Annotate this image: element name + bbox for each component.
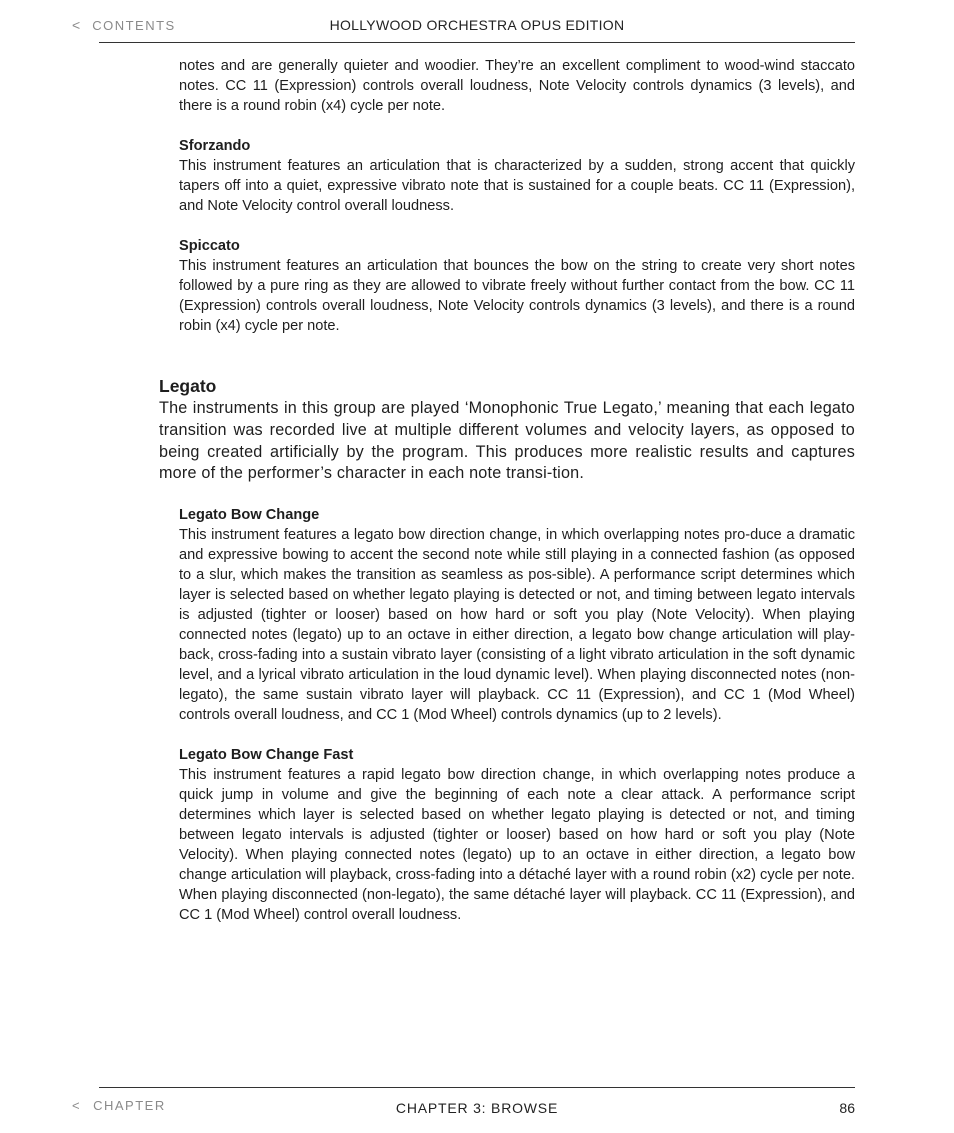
legato-bow-change-fast-text: This instrument features a rapid legato bow direction change, in which overlapping notes produce a quick jump in volume and give the beginning of each note a clear attack. A performance script determines which layer is selected based on whether legato playing is detected or not, and timing between legato intervals is adjusted (tighter or looser) based on how hard or soft you play (Note Velocity). When playing connected notes (legato) up to an octave in either direction, a legato bow change articulation will playback, cross-fading into a détaché layer with a round robin (x2) cycle per note. When playing disconnected (non-legato), the same détaché layer will playback. CC 11 (Expression), and CC 1 (Mod Wheel) control overall loudness. <box>179 767 855 924</box>
legato-section <box>0 374 954 485</box>
chapter-title: CHAPTER 3: BROWSE <box>395 1100 559 1116</box>
chevron-left-icon: < <box>72 17 81 33</box>
contents-link-label: CONTENTS <box>92 17 176 33</box>
intro-block <box>0 56 954 116</box>
page-header <box>0 0 954 44</box>
spiccato-heading: Spiccato <box>179 238 240 254</box>
sforzando-heading: Sforzando <box>179 138 251 154</box>
legato-heading: Legato <box>159 376 217 396</box>
header-divider <box>99 42 855 43</box>
page-number: 86 <box>839 1100 855 1116</box>
sforzando-block <box>0 136 954 216</box>
document-title: HOLLYWOOD ORCHESTRA OPUS EDITION <box>329 17 625 33</box>
legato-bow-change-fast-heading: Legato Bow Change Fast <box>179 747 354 764</box>
legato-bow-change-block <box>0 505 954 725</box>
spiccato-block <box>0 236 954 336</box>
legato-bow-change-text: This instrument features a legato bow direction change, in which overlapping notes pro-duce a dramatic and expressive bowing to accent the second note while still playing in a connected fashion (as opposed to a slur, which makes the transition as seamless as pos-sible). A performance script determines which layer is selected based on whether legato playing is detected or not, and timing between legato intervals is adjusted (tighter or looser) based on how hard or soft you play (Note Velocity). When playing connected notes (legato) up to an octave in either direction, a legato bow change articulation will play-back, cross-fading into a sustain vibrato layer (consisting of a light vibrato articulation in the soft dynamic level, and a lyrical vibrato articulation in the loud dynamic level). When playing disconnected notes (non-legato), the same sustain vibrato layer will playback. CC 11 (Expression), and CC 1 (Mod Wheel) controls overall loudness, and CC 1 (Mod Wheel) controls dynamics (up to 2 levels). <box>179 527 855 724</box>
footer-divider <box>99 1087 855 1088</box>
legato-text: The instruments in this group are played ‘Monophonic True Legato,’ meaning that each legato transition was recorded live at multiple different volumes and velocity layers, as opposed to being created artificially by the program. This produces more realistic results and captures more of the performer’s character in each note transi-tion. <box>159 399 855 483</box>
chevron-left-icon: < <box>72 1098 82 1113</box>
legato-bow-change-heading: Legato Bow Change <box>179 507 320 524</box>
sforzando-text: This instrument features an articulation that is characterized by a sudden, strong accent that quickly tapers off into a quiet, expressive vibrato note that is sustained for a couple beats. CC 11 (Expression), and Note Velocity control overall loudness. <box>179 158 855 214</box>
page-content <box>0 56 954 925</box>
spiccato-text: This instrument features an articulation that bounces the bow on the string to create very short notes followed by a pure ring as they are allowed to vibrate freely without further contact from the bow. CC 11 (Expression) controls overall loudness, Note Velocity controls dynamics (3 levels), and there is a round robin (x4) cycle per note. <box>179 258 855 334</box>
legato-bow-change-fast-block <box>0 745 954 925</box>
intro-paragraph: notes and are generally quieter and woodier. They’re an excellent compliment to wood-wind staccato notes. CC 11 (Expression) controls overall loudness, Note Velocity controls dynamics (3 levels), and there is a round robin (x4) cycle per note. <box>179 58 855 114</box>
chapter-link-label: CHAPTER <box>93 1098 166 1113</box>
